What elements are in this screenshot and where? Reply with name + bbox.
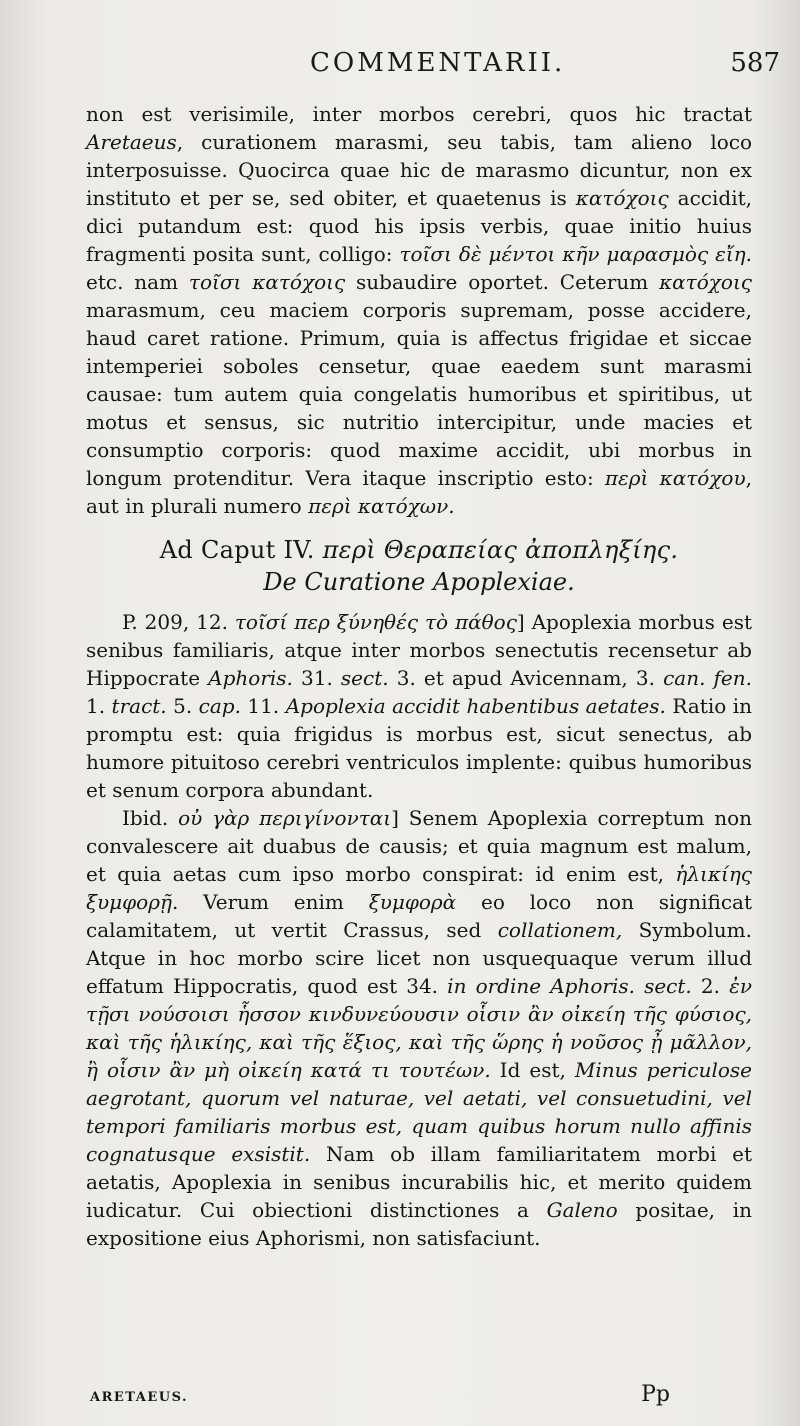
- chapter-heading: [86, 534, 752, 566]
- chapter-heading-greek: περὶ Θεραπείας ἀποπληξίης.: [322, 536, 679, 564]
- citation: Aphoris.: [208, 666, 293, 690]
- text-run: 11.: [240, 694, 286, 718]
- section-spacer: [86, 520, 752, 534]
- text-run: non est verisimile, inter morbos cerebri, quos hic tractat: [86, 102, 752, 126]
- text-run: eo loco non significat calamitatem, ut vertit Crassus, sed: [86, 890, 753, 942]
- latin-translation: Minus periculose aegrotant, quorum vel naturae, vel aetati, vel consuetudini, vel tempori familiaris morbus est, quam quibus horum nullo affinis cognatusque exsistit.: [86, 1058, 752, 1166]
- text-run: ] Apoplexia morbus est senibus familiaris, atque inter morbos senectutis recensetur ab Hippocrate: [86, 610, 752, 690]
- text-run: 2.: [691, 974, 730, 998]
- citation: cap.: [198, 694, 241, 718]
- greek-term: περὶ κατόχων.: [308, 494, 455, 518]
- greek-quotation: ἐν τῇσι νούσοισι ἧσσον κινδυνεύουσιν οἷσιν ἂν οἰκείη τῆς φύσιος, καὶ τῆς ἡλικίης, καὶ τῆς ἕξιος, καὶ τῆς ὥρης ἡ νοῦσος ᾖ μᾶλλον, ἢ οἷσιν ἂν μὴ οἰκείη κατά τι τουτέων.: [86, 974, 752, 1082]
- reference-lemma: Ibid.: [122, 806, 179, 830]
- greek-term: περὶ κατόχου: [604, 466, 746, 490]
- citation: can. fen.: [663, 666, 753, 690]
- greek-term: ξυμφορὰ: [368, 890, 457, 914]
- citation: tract.: [111, 694, 167, 718]
- latin-term: collationem,: [497, 918, 623, 942]
- chapter-heading-latin: Ad Caput IV.: [159, 536, 315, 564]
- text-run: accidit, dici putandum est: quod his ipsis verbis, quae initio huius fragmenti posita sunt, colligo:: [86, 186, 752, 266]
- reference-lemma: P. 209, 12.: [122, 610, 235, 634]
- text-run: etc. nam: [86, 270, 189, 294]
- text-run: Id est,: [490, 1058, 575, 1082]
- text-run: Verum enim: [178, 890, 369, 914]
- paragraph-marasmus: [86, 100, 752, 520]
- text-run: positae, in expositione eius Aphorismi, non satisfaciunt.: [86, 1198, 752, 1250]
- text-run: , aut in plurali numero: [86, 466, 752, 518]
- greek-term: τοῖσι κατόχοις: [188, 270, 346, 294]
- greek-term: κατόχοις: [659, 270, 752, 294]
- greek-term: ἡλικίης ξυμφορῇ.: [86, 862, 752, 914]
- greek-quotation: τοῖσι δὲ μέντοι κῆν μαρασμὸς εἴη.: [399, 242, 753, 266]
- paragraph-senes: [86, 804, 752, 1252]
- text-run: Symbolum. Atque in hoc morbo scire licet non usquequaque verum illud effatum Hippocratis, quod est 34.: [86, 918, 752, 998]
- citation: sect.: [340, 666, 389, 690]
- running-head: COMMENTARII.: [310, 48, 566, 78]
- sheet-signature: Pp: [641, 1382, 670, 1407]
- citation: in ordine Aphoris. sect.: [447, 974, 692, 998]
- text-run: marasmum, ceu maciem corporis supremam, posse accidere, haud caret ratione. Primum, quia is affectus frigidae et siccae intemperiei soboles censetur, quae eaedem sunt marasmi causae: tum autem quia congelatis humoribus et spiritibus, ut motus et sensus, sic nutritio intercipitur, unde macies et consumptio corporis: quod maxime accidit, ubi morbus in longum protenditur. Vera itaque inscriptio esto:: [86, 298, 752, 490]
- quotation: Apoplexia accidit habentibus aetates.: [285, 694, 666, 718]
- greek-lemma: τοῖσί περ ξύνηθές τὸ πάθος: [234, 610, 517, 634]
- text-run: Ratio in promptu est: quia frigidus is morbus est, sicut senectus, ab humore pituitoso cerebri ventriculos implente: quibus humoribus et senum corpora abundant.: [86, 694, 752, 802]
- paragraph-apoplexia: [86, 608, 752, 804]
- text-run: subaudire oportet. Ceterum: [345, 270, 660, 294]
- text-run: , curationem marasmi, seu tabis, tam alieno loco interposuisse. Quocirca quae hic de marasmo dicuntur, non ex instituto et per se, sed obiter, et quaetenus is: [86, 130, 752, 210]
- signature-mark: ARETAEUS.: [90, 1390, 189, 1405]
- text-run: 5.: [166, 694, 199, 718]
- text-run: 3. et apud Avicennam, 3.: [388, 666, 664, 690]
- text-run: 31.: [292, 666, 341, 690]
- greek-term: κατόχοις: [575, 186, 669, 210]
- text-run: ] Senem Apoplexia correptum non convalescere ait duabus de causis; et quia magnum est malum, et quia aetas cum ipso morbo conspirat: id enim est,: [86, 806, 753, 886]
- author-name: Galeno: [546, 1198, 618, 1222]
- text-run: Nam ob illam familiaritatem morbi et aetatis, Apoplexia in senibus incurabilis hic, et merito quidem iudicatur. Cui obiectioni distinctiones a: [86, 1142, 752, 1222]
- page-footer: [90, 1382, 670, 1410]
- text-run: 1.: [86, 694, 112, 718]
- body-text: [86, 100, 752, 1252]
- chapter-subheading: De Curatione Apoplexiae.: [263, 568, 575, 596]
- greek-lemma: οὐ γὰρ περιγίνονται: [178, 806, 392, 830]
- author-name: Aretaeus: [86, 130, 177, 154]
- page-header: [80, 48, 780, 88]
- page-number: 587: [730, 48, 780, 78]
